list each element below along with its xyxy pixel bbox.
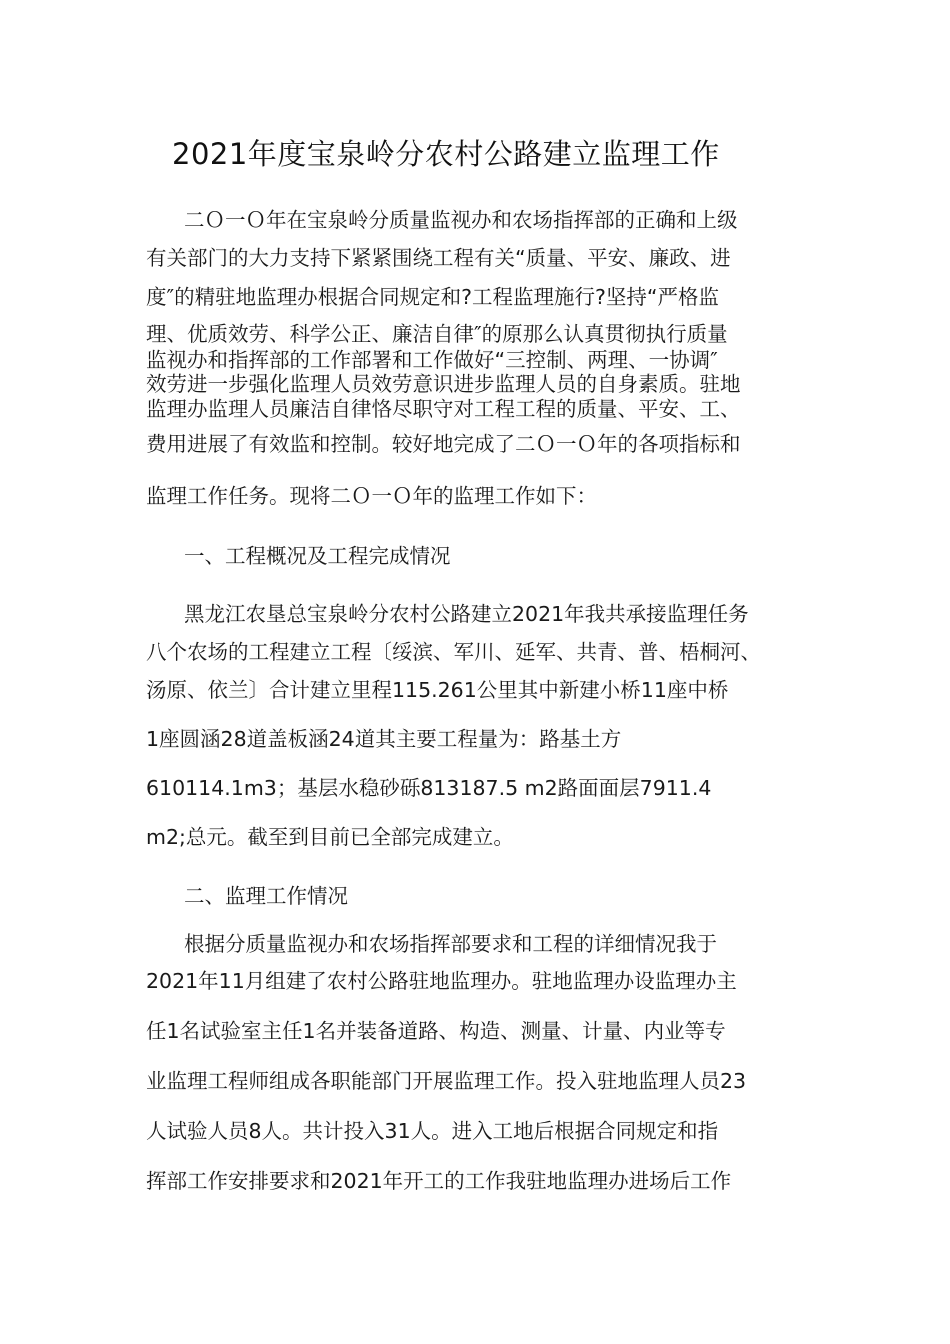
paragraph-line: 任1名试验室主任1名并装备道路、构造、测量、计量、内业等专 <box>146 1019 726 1043</box>
section-heading: 二、监理工作情况 <box>184 884 348 908</box>
paragraph-line: 2021年11月组建了农村公路驻地监理办。驻地监理办设监理办主 <box>146 969 737 993</box>
paragraph-line: 八个农场的工程建立工程〔绥滨、军川、延军、共青、普、梧桐河、 <box>146 640 761 664</box>
paragraph-line: m2;总元。截至到目前已全部完成建立。 <box>146 825 514 849</box>
paragraph-line: 汤原、依兰〕合计建立里程115.261公里其中新建小桥11座中桥 <box>146 678 729 702</box>
paragraph-line: 理、优质效劳、科学公正、廉洁自律″的原那么认真贯彻执行质量 <box>146 322 728 346</box>
paragraph-line: 人试验人员8人。共计投入31人。进入工地后根据合同规定和指 <box>146 1119 719 1143</box>
paragraph-line: 二Ｏ一Ｏ年在宝泉岭分质量监视办和农场指挥部的正确和上级 <box>184 208 738 232</box>
paragraph-line: 监理工作任务。现将二Ｏ一Ｏ年的监理工作如下： <box>146 484 597 508</box>
paragraph-line: 挥部工作安排要求和2021年开工的工作我驻地监理办进场后工作 <box>146 1169 732 1193</box>
paragraph-line: 效劳进一步强化监理人员效劳意识进步监理人员的自身素质。驻地 <box>146 372 741 396</box>
paragraph-line: 根据分质量监视办和农场指挥部要求和工程的详细情况我于 <box>184 932 717 956</box>
paragraph-line: 度″的精驻地监理办根据合同规定和?工程监理施行?坚持“严格监 <box>146 285 720 309</box>
paragraph-line: 黑龙江农垦总宝泉岭分农村公路建立2021年我共承接监理任务 <box>184 602 749 626</box>
paragraph-line: 有关部门的大力支持下紧紧围绕工程有关“质量、平安、廉政、进 <box>146 246 731 270</box>
paragraph-line: 监视办和指挥部的工作部署和工作做好“三控制、两理、一协调″ <box>146 348 718 372</box>
paragraph-line: 1座圆涵28道盖板涵24道其主要工程量为：路基土方 <box>146 727 622 751</box>
paragraph-line: 监理办监理人员廉洁自律恪尽职守对工程工程的质量、平安、工、 <box>146 397 741 421</box>
paragraph-line: 业监理工程师组成各职能部门开展监理工作。投入驻地监理人员23 <box>146 1069 747 1093</box>
paragraph-line: 610114.1m3；基层水稳砂砾813187.5 m2路面面层7911.4 <box>146 776 712 800</box>
section-heading: 一、工程概况及工程完成情况 <box>184 544 451 568</box>
document-title: 2021年度宝泉岭分农村公路建立监理工作 <box>172 137 720 171</box>
paragraph-line: 费用进展了有效监和控制。较好地完成了二Ｏ一Ｏ年的各项指标和 <box>146 432 741 456</box>
